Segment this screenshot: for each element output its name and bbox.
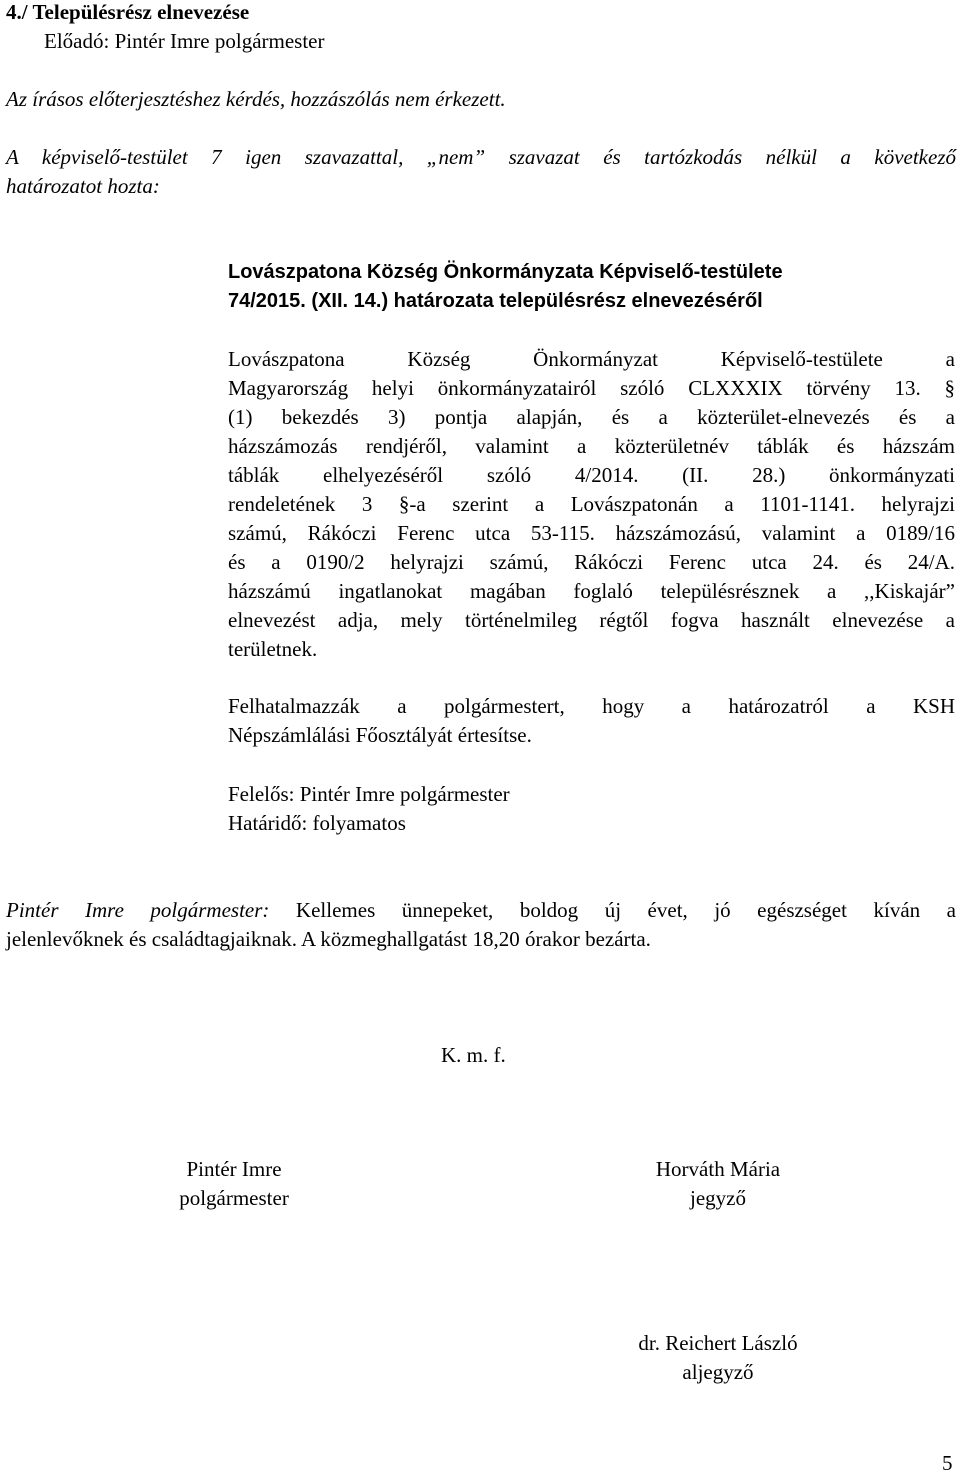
authorization-paragraph [228,692,955,750]
closing-text: Kellemes ünnepeket, boldog új évet, jó egészséget kíván a [269,898,956,922]
responsible-line: Felelős: Pintér Imre polgármester [228,782,510,806]
page-number: 5 [942,1451,953,1475]
resolution-title-rest: határozata településrész elnevezéséről [388,290,763,312]
closing-speaker: Pintér Imre polgármester: [6,898,270,922]
section-heading: 4./ Településrész elnevezése [6,0,250,24]
deputy-signature [598,1329,838,1387]
resolution-body-line: területnek. [228,637,318,661]
resolution-body-line: táblák elhelyezéséről szóló 4/2014. (II. 28.) önkormányzati [228,463,955,487]
resolution-body-line: elnevezést adja, mely történelmileg régtől fogva használt elnevezése a [228,608,955,632]
notary-signature [618,1155,818,1213]
presenter-line: Előadó: Pintér Imre polgármester [44,29,325,53]
vote-intro-line1: A képviselő-testület 7 igen szavazattal, „nem” szavazat és tartózkodás nélkül a következő [6,145,956,169]
resolution-body-line: házszámú ingatlanokat magában foglaló településrésznek a ,,Kiskajár” [228,579,955,603]
closing-line1 [6,896,956,925]
notary-name: Horváth Mária [655,1157,781,1181]
resolution-body-line: Lovászpatona Község Önkormányzat Képviselő-testülete a [228,347,955,371]
resolution-body-line: rendeletének 3 §-a szerint a Lovászpatonán a 1101-1141. helyrajzi [228,492,955,516]
resolution-header [228,258,783,316]
kmf-mark: K. m. f. [441,1043,506,1067]
mayor-name: Pintér Imre [186,1157,282,1181]
resolution-body-line: házszámozás rendjéről, valamint a közterületnév táblák és házszám [228,434,955,458]
resolution-body-line: Magyarország helyi önkormányzatairól szóló CLXXXIX törvény 13. § [228,376,955,400]
resolution-body-line: (1) bekezdés 3) pontja alapján, és a közterület-elnevezés és a [228,405,955,429]
no-questions-note: Az írásos előterjesztéshez kérdés, hozzászólás nem érkezett. [6,87,506,111]
mayor-title: polgármester [179,1186,289,1210]
deputy-name: dr. Reichert László [638,1331,798,1355]
resolution-body-name: Lovászpatona Község Önkormányzata Képviselő-testülete [228,261,783,283]
resolution-body [228,345,955,664]
resolution-body-line: és a 0190/2 helyrajzi számú, Rákóczi Ferenc utca 24. és 24/A. [228,550,955,574]
deputy-title: aljegyző [682,1360,754,1384]
resolution-number: 74/2015. (XII. 14.) [228,290,389,312]
vote-intro-line2: határozatot hozta: [6,174,160,198]
authorization-line: Népszámlálási Főosztályát értesítse. [228,723,532,747]
resolution-body-line: számú, Rákóczi Ferenc utca 53-115. házszámozású, valamint a 0189/16 [228,521,955,545]
notary-title: jegyző [690,1186,746,1210]
mayor-signature [134,1155,334,1213]
closing-line2: jelenlevőknek és családtagjaiknak. A közmeghallgatást 18,20 órakor bezárta. [6,927,651,951]
resolution-title [228,287,783,316]
authorization-line: Felhatalmazzák a polgármestert, hogy a határozatról a KSH [228,694,955,718]
deadline-line: Határidő: folyamatos [228,811,406,835]
